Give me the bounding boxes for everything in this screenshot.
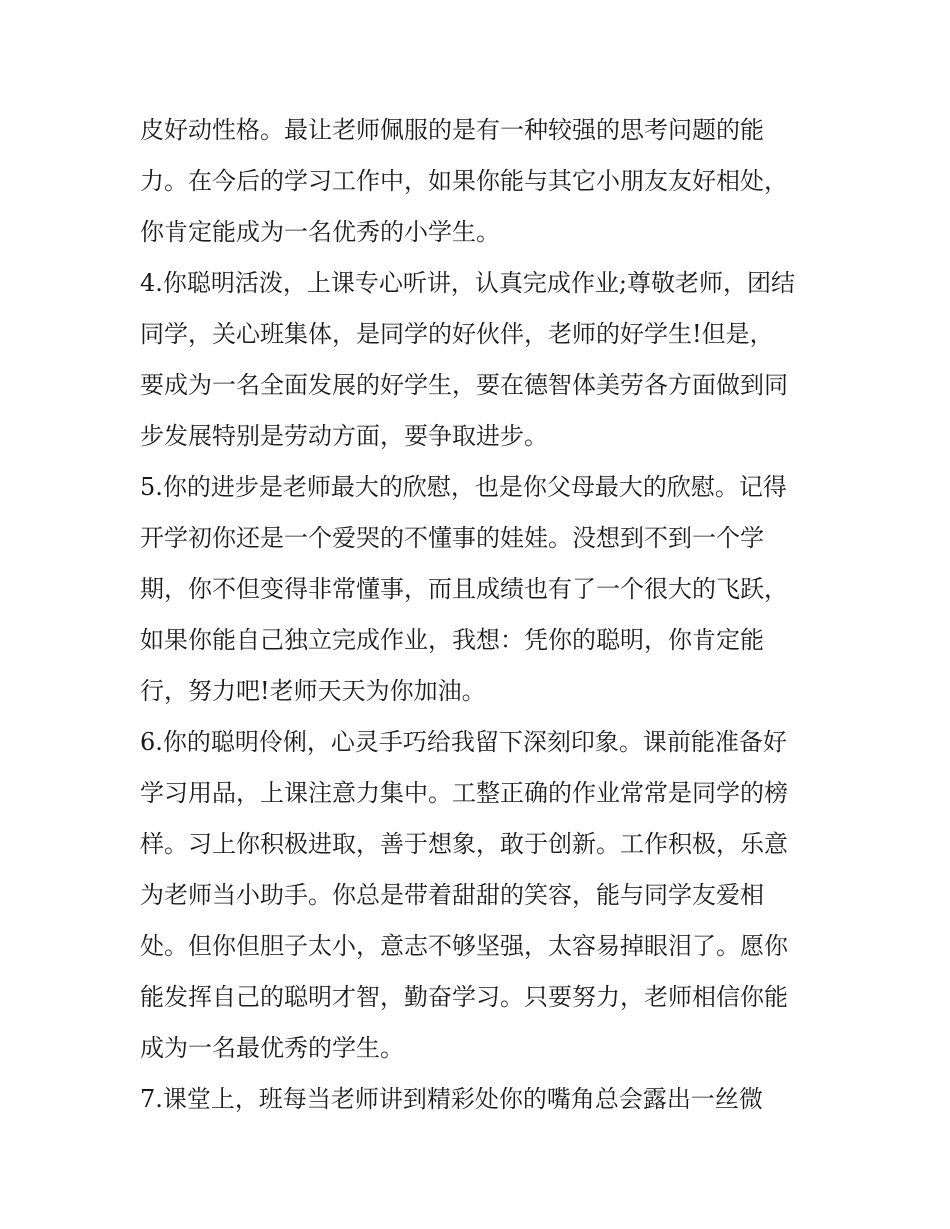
text-line: 5.你的进步是老师最大的欣慰，也是你父母最大的欣慰。记得 [140,473,787,501]
text-line: 行，努力吧!老师天天为你加油。 [140,677,486,705]
text-line: 步发展特别是劳动方面，要争取进步。 [140,422,548,450]
text-line: 开学初你还是一个爱哭的不懂事的娃娃。没想到不到一个学 [140,524,764,552]
text-line: 皮好动性格。最让老师佩服的是有一种较强的思考问题的能 [140,116,764,144]
document-body [140,105,812,1125]
text-line: 如果你能自己独立完成作业，我想：凭你的聪明，你肯定能 [140,626,764,654]
text-line: 同学，关心班集体，是同学的好伙伴，老师的好学生!但是， [140,320,774,348]
text-line: 成为一名最优秀的学生。 [140,1034,404,1062]
text-line: 能发挥自己的聪明才智，勤奋学习。只要努力，老师相信你能 [140,983,788,1011]
text-line: 6.你的聪明伶俐，心灵手巧给我留下深刻印象。课前能准备好 [140,728,787,756]
text-line: 4.你聪明活泼，上课专心听讲，认真完成作业;尊敬老师，团结 [140,269,795,297]
text-line: 力。在今后的学习工作中，如果你能与其它小朋友友好相处， [140,167,788,195]
text-line: 处。但你但胆子太小，意志不够坚强，太容易掉眼泪了。愿你 [140,932,788,960]
text-line: 学习用品，上课注意力集中。工整正确的作业常常是同学的榜 [140,779,788,807]
text-line: 你肯定能成为一名优秀的小学生。 [140,218,500,246]
text-line: 要成为一名全面发展的好学生，要在德智体美劳各方面做到同 [140,371,788,399]
text-line: 为老师当小助手。你总是带着甜甜的笑容，能与同学友爱相 [140,881,764,909]
text-line: 期，你不但变得非常懂事，而且成绩也有了一个很大的飞跃， [140,575,788,603]
text-line: 7.课堂上，班每当老师讲到精彩处你的嘴角总会露出一丝微 [140,1085,763,1113]
text-line: 样。习上你积极进取，善于想象，敢于创新。工作积极，乐意 [140,830,788,858]
